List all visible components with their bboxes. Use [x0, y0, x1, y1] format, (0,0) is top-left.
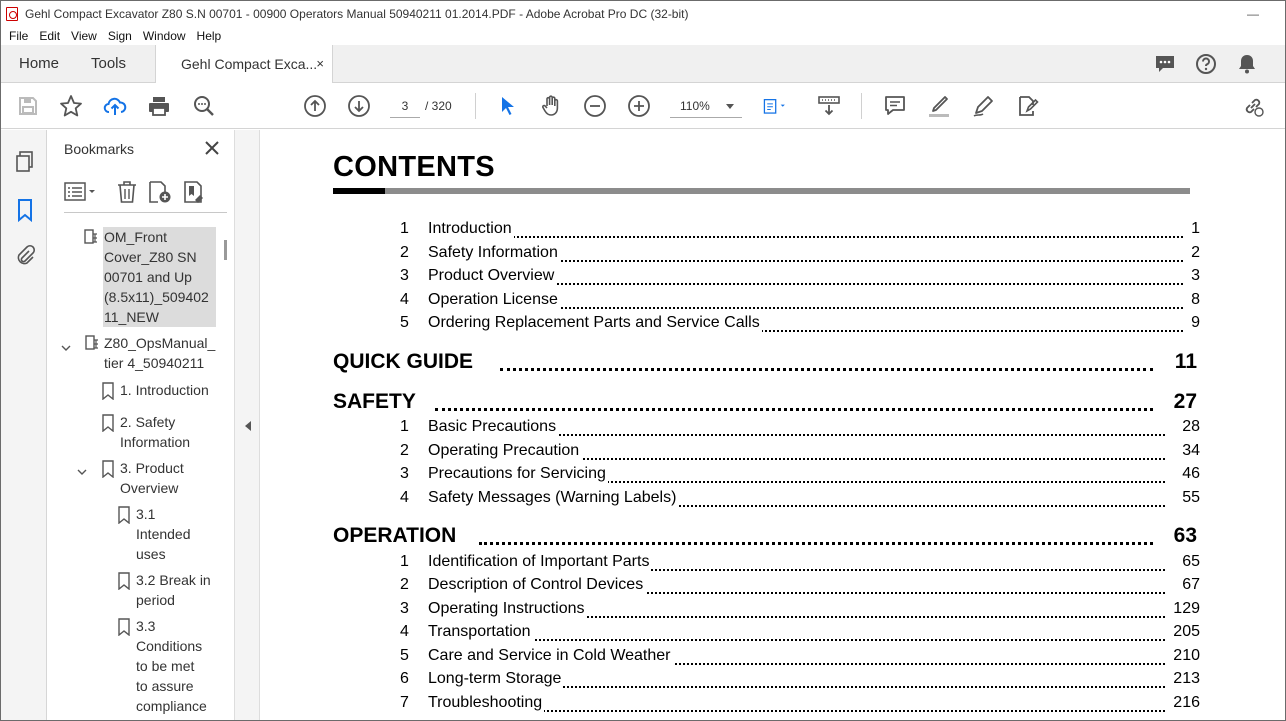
- share-link-icon[interactable]: [1241, 94, 1265, 118]
- bookmark-label: 11_NEW: [104, 309, 159, 325]
- toc-entry[interactable]: [260, 489, 1200, 511]
- bookmark-icon: [117, 506, 131, 524]
- toolbar-separator: [861, 93, 862, 119]
- navigation-rail: [1, 130, 47, 721]
- bookmark-label: 3.2 Break in: [136, 572, 211, 588]
- bookmark-icon: [117, 572, 131, 590]
- save-icon[interactable]: [16, 94, 40, 118]
- toc-page: 3: [1191, 267, 1200, 284]
- menu-window[interactable]: Window: [142, 29, 186, 43]
- previous-page-icon[interactable]: [303, 94, 327, 118]
- toc-entry[interactable]: [260, 220, 1200, 242]
- menu-sign[interactable]: Sign: [107, 29, 132, 43]
- toc-section-label: QUICK GUIDE: [333, 350, 474, 373]
- menu-bar: [1, 27, 1285, 45]
- toc-section-label: OPERATION: [333, 524, 457, 547]
- toc-number: 5: [400, 314, 409, 331]
- toc-entry[interactable]: [260, 694, 1200, 716]
- bookmark-label: 3. Product: [120, 460, 184, 476]
- add-comment-icon[interactable]: [883, 94, 907, 118]
- toc-label: Safety Information: [428, 244, 558, 261]
- toc-number: 3: [400, 267, 409, 284]
- draw-pencil-icon[interactable]: [971, 94, 995, 118]
- tab-tools[interactable]: Tools: [91, 55, 127, 72]
- bookmark-label: Overview: [120, 480, 179, 496]
- bookmark-label: to be met: [136, 658, 195, 674]
- bookmark-label: to assure: [136, 678, 194, 694]
- toc-entry[interactable]: [260, 465, 1200, 487]
- document-tree-icon: [85, 335, 99, 353]
- toc-leader: [428, 236, 1183, 238]
- bookmark-item-break-in-period[interactable]: [136, 570, 224, 610]
- toc-label: Operating Precaution: [428, 442, 580, 459]
- help-icon[interactable]: [1195, 53, 1217, 75]
- toc-page: 28: [1182, 418, 1200, 435]
- bookmark-label: tier 4_50940211: [104, 355, 205, 371]
- toc-section-safety[interactable]: [333, 390, 1203, 418]
- attachments-paperclip-icon[interactable]: [14, 243, 36, 267]
- bookmark-label: 3.3: [136, 618, 156, 634]
- fill-sign-icon[interactable]: [1015, 94, 1039, 118]
- toc-number: 4: [400, 489, 409, 506]
- toc-label: Safety Messages (Warning Labels): [428, 489, 677, 506]
- print-icon[interactable]: [147, 94, 171, 118]
- toc-number: 2: [400, 576, 409, 593]
- toc-label: Long-term Storage: [428, 670, 562, 687]
- bookmark-label: uses: [136, 546, 166, 562]
- highlight-pen-icon[interactable]: [927, 94, 951, 118]
- toc-entry[interactable]: [260, 418, 1200, 440]
- scrolling-mode-icon[interactable]: [817, 94, 841, 118]
- menu-file[interactable]: File: [9, 29, 29, 43]
- toc-page: 65: [1182, 553, 1200, 570]
- page-total-label: / 320: [425, 99, 452, 113]
- hand-tool-icon[interactable]: [539, 94, 563, 118]
- document-tree-icon: [84, 229, 98, 247]
- toc-number: 5: [400, 647, 409, 664]
- bookmark-label: Intended: [136, 526, 191, 542]
- page-heading: CONTENTS: [333, 151, 495, 183]
- toc-label: Identification of Important Parts: [428, 553, 650, 570]
- page-number-input[interactable]: 3: [390, 94, 420, 118]
- new-bookmark-icon[interactable]: [148, 180, 174, 204]
- bookmark-label: 00701 and Up: [104, 269, 192, 285]
- toc-page: 8: [1191, 291, 1200, 308]
- toc-section-page: 27: [1173, 390, 1197, 413]
- toc-label: Operation License: [428, 291, 558, 308]
- bookmark-item-ops-manual[interactable]: [104, 333, 224, 373]
- toc-entry[interactable]: [260, 553, 1200, 575]
- next-page-icon[interactable]: [347, 94, 371, 118]
- toc-leader: [500, 368, 1153, 371]
- toc-section-quick-guide[interactable]: [333, 350, 1203, 378]
- bookmark-label: compliance: [136, 698, 207, 714]
- menu-edit[interactable]: Edit: [39, 29, 61, 43]
- bookmarks-panel: [48, 130, 234, 721]
- toc-page: 46: [1182, 465, 1200, 482]
- bookmark-label: 1. Introduction: [120, 382, 209, 398]
- bookmark-label: 2. Safety: [120, 414, 176, 430]
- acrobat-app-icon: [6, 7, 18, 21]
- toc-label: Basic Precautions: [428, 418, 557, 435]
- toc-label: Description of Control Devices: [428, 576, 644, 593]
- zoom-level-value: 110%: [680, 99, 710, 113]
- bookmark-label: 3.1: [136, 506, 156, 522]
- toc-page: 216: [1173, 694, 1200, 711]
- toc-label: Troubleshooting: [428, 694, 543, 711]
- chevron-down-icon: [726, 104, 734, 109]
- bookmark-icon: [101, 460, 115, 478]
- zoom-out-icon[interactable]: [583, 94, 607, 118]
- bookmark-label: OM_Front: [104, 229, 168, 245]
- collapse-panel-icon[interactable]: [245, 421, 251, 431]
- main-toolbar: [1, 83, 1285, 129]
- toc-entry[interactable]: [260, 314, 1200, 336]
- toc-number: 1: [400, 220, 409, 237]
- toc-label: Care and Service in Cold Weather: [428, 647, 671, 664]
- toc-number: 7: [400, 694, 409, 711]
- bookmark-item-conditions[interactable]: [136, 616, 224, 716]
- toc-label: Precautions for Servicing: [428, 465, 606, 482]
- toc-label: Product Overview: [428, 267, 555, 284]
- toc-page: 1: [1191, 220, 1200, 237]
- search-zoom-icon[interactable]: [192, 94, 216, 118]
- delete-bookmark-icon[interactable]: [116, 180, 138, 204]
- close-icon[interactable]: [204, 140, 220, 156]
- toc-label: Ordering Replacement Parts and Service Calls: [428, 314, 760, 331]
- bookmarks-scrollbar-thumb[interactable]: [224, 240, 227, 260]
- chevron-down-icon[interactable]: [77, 464, 87, 474]
- toc-entry[interactable]: [260, 291, 1200, 313]
- bookmarks-toolbar: [64, 178, 226, 208]
- toc-label: Introduction: [428, 220, 512, 237]
- toc-section-page: 11: [1174, 350, 1197, 373]
- toc-number: 1: [400, 418, 409, 435]
- chevron-down-icon[interactable]: [61, 340, 71, 350]
- toc-page: 213: [1173, 670, 1200, 687]
- toc-section-operation[interactable]: [333, 524, 1203, 552]
- toc-leader: [479, 542, 1153, 545]
- toc-number: 4: [400, 623, 409, 640]
- toc-leader: [428, 639, 1165, 641]
- star-favorite-icon[interactable]: [59, 94, 83, 118]
- toc-number: 2: [400, 244, 409, 261]
- toc-leader: [435, 408, 1153, 411]
- bookmark-label: (8.5x11)_509402: [104, 289, 209, 305]
- menu-help[interactable]: Help: [196, 29, 222, 43]
- bookmark-item-introduction[interactable]: [120, 380, 224, 400]
- zoom-level-dropdown[interactable]: [670, 94, 742, 118]
- toc-number: 6: [400, 670, 409, 687]
- bookmark-item-product-overview[interactable]: [120, 458, 224, 498]
- toc-section-page: 63: [1173, 524, 1197, 547]
- toc-label: Operating Instructions: [428, 600, 585, 617]
- notifications-bell-icon[interactable]: [1236, 53, 1258, 75]
- bookmarks-panel-title: Bookmarks: [64, 141, 135, 157]
- toc-page: 2: [1191, 244, 1200, 261]
- toc-entry[interactable]: [260, 623, 1200, 645]
- bookmark-icon: [117, 618, 131, 636]
- toc-page: 205: [1173, 623, 1200, 640]
- page-fit-icon[interactable]: [763, 94, 797, 118]
- bookmark-label: Information: [120, 434, 191, 450]
- upload-cloud-icon[interactable]: [103, 94, 127, 118]
- toc-label: Transportation: [428, 623, 531, 640]
- toc-section-label: SAFETY: [333, 390, 416, 413]
- toc-entry[interactable]: [260, 576, 1200, 598]
- toc-number: 3: [400, 600, 409, 617]
- select-cursor-icon[interactable]: [496, 94, 520, 118]
- toc-entry[interactable]: [260, 442, 1200, 464]
- page-thumbnails-icon[interactable]: [14, 150, 36, 174]
- tab-document-label: Gehl Compact Exca...: [181, 56, 318, 72]
- bookmark-label: period: [136, 592, 175, 608]
- panel-splitter[interactable]: [234, 130, 260, 721]
- toc-entry[interactable]: [260, 647, 1200, 669]
- toc-page: 9: [1191, 314, 1200, 331]
- minimize-button[interactable]: —: [1247, 7, 1259, 21]
- heading-rule: [333, 188, 1190, 194]
- document-view: [260, 130, 1285, 721]
- menu-view[interactable]: View: [71, 29, 97, 43]
- bookmark-icon: [101, 382, 115, 400]
- bookmark-options-icon[interactable]: [64, 180, 98, 204]
- toc-page: 67: [1182, 576, 1200, 593]
- toc-entry[interactable]: [260, 600, 1200, 622]
- bookmark-label: Z80_OpsManual_: [104, 335, 216, 351]
- title-bar: [1, 1, 1285, 27]
- toc-number: 3: [400, 465, 409, 482]
- toc-page: 55: [1182, 489, 1200, 506]
- toc-entry[interactable]: [260, 244, 1200, 266]
- bookmarks-toolbar-divider: [64, 212, 227, 213]
- toc-page: 34: [1182, 442, 1200, 459]
- toc-number: 4: [400, 291, 409, 308]
- close-tab-icon[interactable]: ×: [316, 56, 324, 71]
- bookmarks-panel-icon[interactable]: [14, 198, 36, 222]
- toc-number: 2: [400, 442, 409, 459]
- toc-number: 1: [400, 553, 409, 570]
- toc-entry[interactable]: [260, 670, 1200, 692]
- bookmark-label: Conditions: [136, 638, 203, 654]
- bookmark-item-front-cover[interactable]: [103, 227, 216, 327]
- toc-entry[interactable]: [260, 267, 1200, 289]
- toolbar-separator: [475, 93, 476, 119]
- tab-bar: [1, 45, 1285, 83]
- bookmark-label: Cover_Z80 SN: [104, 249, 197, 265]
- toc-page: 129: [1173, 600, 1200, 617]
- bookmark-properties-icon[interactable]: [183, 180, 209, 204]
- zoom-in-icon[interactable]: [627, 94, 651, 118]
- comment-bubble-icon[interactable]: [1154, 53, 1176, 75]
- toc-page: 210: [1173, 647, 1200, 664]
- bookmark-icon: [101, 414, 115, 432]
- bookmarks-tree: [48, 222, 234, 721]
- tab-home[interactable]: Home: [19, 55, 60, 72]
- tab-document[interactable]: [155, 45, 333, 84]
- bookmark-item-safety-information[interactable]: [120, 412, 224, 452]
- bookmark-item-intended-uses[interactable]: [136, 504, 224, 564]
- window-title: Gehl Compact Excavator Z80 S.N 00701 - 00900 Operators Manual 50940211 01.2014.PDF - Adobe Acrobat Pro DC (32-bit): [25, 7, 689, 21]
